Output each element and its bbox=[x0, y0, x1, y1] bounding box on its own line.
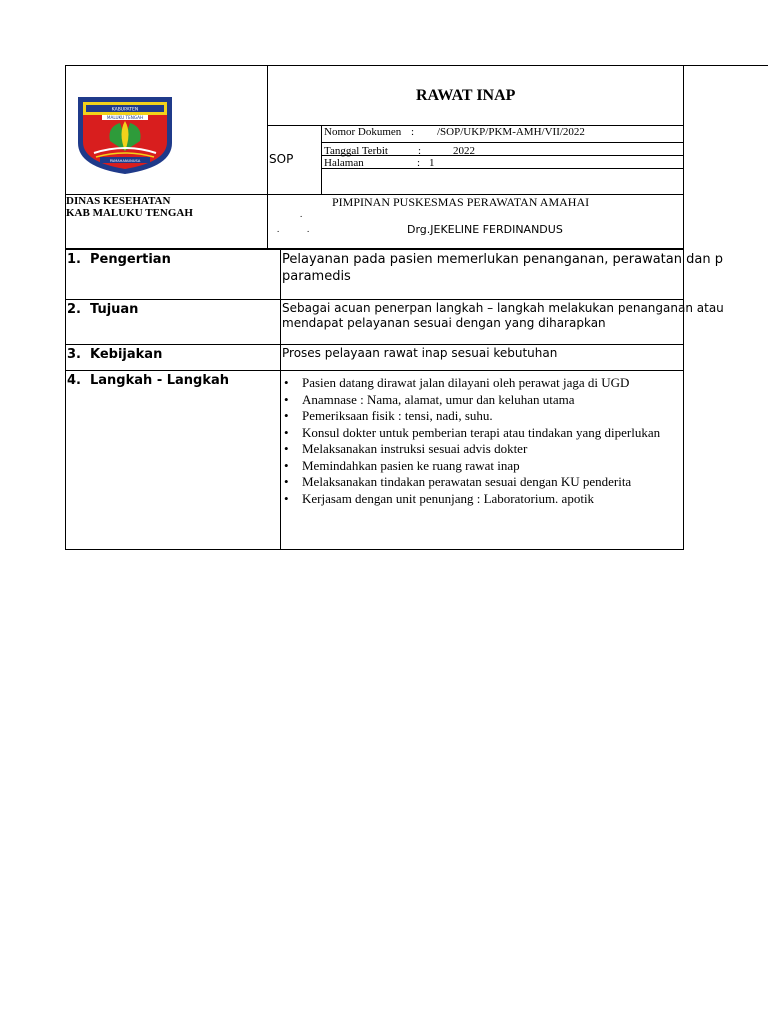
halaman-label: Halaman bbox=[324, 157, 364, 169]
section-2-line-2: mendapat pelayanan sesuai dengan yang diharapkan bbox=[282, 316, 606, 330]
dot-mark-a: . bbox=[300, 209, 303, 219]
row-2-bottom bbox=[65, 344, 683, 345]
list-item: • Konsul dokter untuk pemberian terapi atau tindakan yang diperlukan bbox=[284, 425, 660, 442]
dot-mark-c: . bbox=[307, 224, 310, 234]
section-1-line-1: Pelayanan pada pasien memerlukan penanganan, perawatan dan p bbox=[282, 252, 723, 267]
body-divider bbox=[280, 249, 281, 550]
section-4-heading: Langkah - Langkah bbox=[90, 373, 230, 388]
header-divider-logo bbox=[267, 65, 268, 250]
logo-text-bottom: PAMAHANUNUSA bbox=[109, 158, 141, 163]
row-1-bottom bbox=[65, 299, 683, 300]
list-item: • Pasien datang dirawat jalan dilayani oleh perawat jaga di UGD bbox=[284, 375, 660, 392]
nomor-dokumen-label: Nomor Dokumen bbox=[324, 126, 402, 138]
list-item: • Kerjasam dengan unit penunjang : Laboratorium. apotik bbox=[284, 491, 660, 508]
tanggal-terbit-separator: : bbox=[418, 145, 422, 157]
table-border-top bbox=[65, 65, 768, 66]
table-border-bottom bbox=[65, 549, 683, 550]
section-1-line-2: paramedis bbox=[282, 269, 351, 284]
section-1-heading: Pengertian bbox=[90, 252, 171, 267]
halaman-separator: : bbox=[417, 157, 421, 169]
kabupaten-maluku-tengah-emblem bbox=[74, 93, 176, 175]
row-3-bottom bbox=[65, 370, 683, 371]
table-border-left bbox=[65, 65, 66, 550]
section-4-number: 4. bbox=[67, 373, 81, 388]
logo-text-mid: MALUKU TENGAH bbox=[106, 115, 144, 120]
list-item: • Melaksanakan tindakan perawatan sesuai dengan KU penderita bbox=[284, 474, 660, 491]
header-divider-sop bbox=[321, 125, 322, 194]
nomor-dokumen-separator: : bbox=[411, 126, 415, 138]
header-table-bottom bbox=[65, 248, 683, 250]
signatory-name: Drg.JEKELINE FERDINANDUS bbox=[407, 223, 563, 236]
meta-row-line-1 bbox=[321, 142, 683, 143]
list-item: • Memindahkan pasien ke ruang rawat inap bbox=[284, 458, 660, 475]
section-2-line-1: Sebagai acuan penerpan langkah – langkah melakukan penanganan atau bbox=[282, 301, 724, 315]
sop-label: SOP bbox=[269, 152, 294, 166]
langkah-bullet-list bbox=[284, 375, 660, 507]
nomor-dokumen-value: /SOP/UKP/PKM-AMH/VII/2022 bbox=[437, 126, 585, 138]
dot-mark-b: . bbox=[277, 224, 280, 234]
list-item: • Melaksanakan instruksi sesuai advis dokter bbox=[284, 441, 660, 458]
pimpinan-label: PIMPINAN PUSKESMAS PERAWATAN AMAHAI bbox=[332, 195, 590, 209]
list-item: • Pemeriksaan fisik : tensi, nadi, suhu. bbox=[284, 408, 660, 425]
meta-row-line-3 bbox=[321, 168, 683, 169]
document-title: RAWAT INAP bbox=[416, 87, 516, 104]
tanggal-terbit-value: 2022 bbox=[453, 145, 475, 157]
section-2-heading: Tujuan bbox=[90, 302, 139, 317]
halaman-value: 1 bbox=[429, 157, 435, 169]
list-item: • Anamnase : Nama, alamat, umur dan keluhan utama bbox=[284, 392, 660, 409]
dinas-line-1: DINAS KESEHATAN bbox=[66, 195, 171, 207]
logo-text-top: KABUPATEN bbox=[111, 107, 139, 113]
tanggal-terbit-label: Tanggal Terbit bbox=[324, 145, 388, 157]
section-1-number: 1. bbox=[67, 252, 81, 267]
section-3-line-1: Proses pelayaan rawat inap sesuai kebutuhan bbox=[282, 346, 558, 360]
section-3-heading: Kebijakan bbox=[90, 347, 163, 362]
section-3-number: 3. bbox=[67, 347, 81, 362]
section-2-number: 2. bbox=[67, 302, 81, 317]
dinas-line-2: KAB MALUKU TENGAH bbox=[66, 207, 193, 219]
